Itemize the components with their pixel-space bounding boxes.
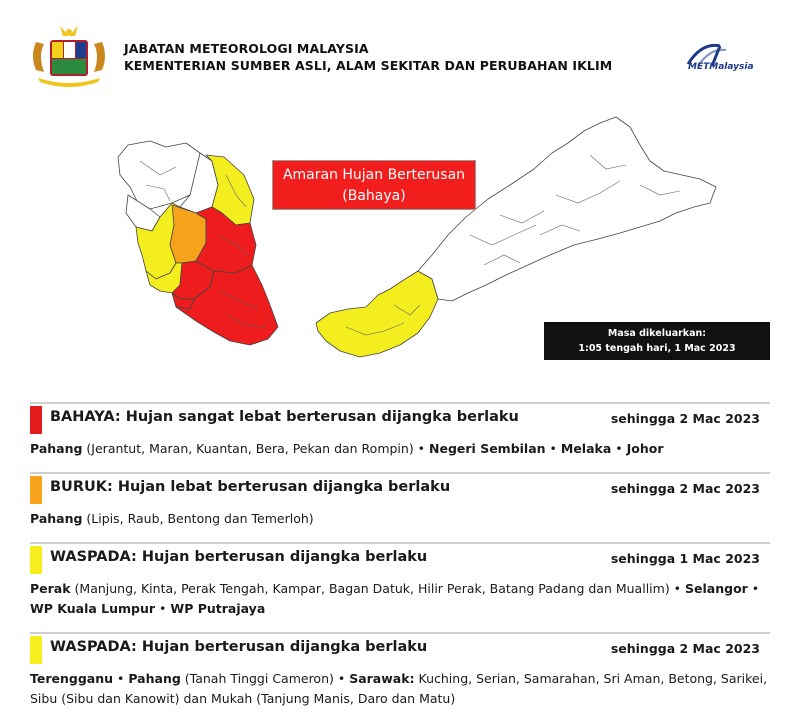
header: [0, 0, 792, 100]
region-name: Pahang: [128, 671, 181, 686]
section-body: [30, 439, 770, 459]
section-body: [30, 509, 770, 529]
section-divider: [30, 402, 770, 404]
malaysia-coat-of-arms-icon: [28, 22, 110, 88]
section-line: [30, 509, 770, 529]
warning-section-waspada-1: [30, 542, 770, 622]
sarawak-west-region: [316, 271, 438, 357]
region-name: Pahang: [30, 441, 83, 456]
section-until: sehingga 2 Mac 2023: [610, 481, 760, 496]
region-detail: •: [113, 671, 129, 686]
region-detail: •: [155, 601, 171, 616]
warning-title-box: [272, 160, 476, 210]
region-name: WP Kuala Lumpur: [30, 601, 156, 616]
section-body: [30, 669, 770, 709]
region-detail: •: [545, 441, 561, 456]
region-name: Sarawak:: [349, 671, 415, 686]
section-heading: BAHAYA: Hujan sangat lebat berterusan dijangka berlaku: [50, 409, 519, 425]
met-malaysia-logo-text: METMalaysia: [688, 62, 754, 72]
warning-title-line1: Amaran Hujan Berterusan: [282, 167, 466, 183]
level-swatch: [30, 476, 42, 504]
agency-name: JABATAN METEOROLOGI MALAYSIA: [124, 41, 369, 56]
section-until: sehingga 2 Mac 2023: [610, 641, 760, 656]
section-heading: BURUK: Hujan lebat berterusan dijangka berlaku: [50, 479, 451, 495]
section-line: [30, 599, 770, 619]
level-swatch: [30, 406, 42, 434]
issued-label: Masa dikeluarkan:: [607, 328, 707, 339]
section-until: sehingga 1 Mac 2023: [610, 551, 760, 566]
region-detail: •: [747, 581, 760, 596]
warning-section-buruk: [30, 472, 770, 532]
region-detail: (Lipis, Raub, Bentong dan Temerloh): [82, 511, 314, 526]
section-heading: WASPADA: Hujan berterusan dijangka berlaku: [50, 549, 428, 565]
issued-time-box: [544, 322, 770, 360]
warning-section-waspada-2: [30, 632, 770, 712]
agency-header: [124, 40, 612, 74]
region-name: Melaka: [560, 441, 612, 456]
level-swatch: [30, 636, 42, 664]
region-name: Perak: [30, 581, 71, 596]
issued-time: 1:05 tengah hari, 1 Mac 2023: [578, 343, 736, 354]
section-line: [30, 579, 770, 599]
region-name: Johor: [626, 441, 664, 456]
section-divider: [30, 632, 770, 634]
section-line: [30, 439, 770, 459]
section-until: sehingga 2 Mac 2023: [610, 411, 760, 426]
region-detail: Kuching, Serian, Samarahan, Sri Aman, Betong, Sarikei,: [414, 671, 768, 686]
region-name: Terengganu: [30, 671, 114, 686]
region-detail: Sibu (Sibu dan Kanowit) dan Mukah (Tanjung Manis, Daro dan Matu): [30, 691, 456, 706]
level-swatch: [30, 546, 42, 574]
region-detail: (Jerantut, Maran, Kuantan, Bera, Pekan dan Rompin) •: [82, 441, 430, 456]
region-detail: (Manjung, Kinta, Perak Tengah, Kampar, Bagan Datuk, Hilir Perak, Batang Padang dan Muallim) •: [70, 581, 686, 596]
ministry-name: KEMENTERIAN SUMBER ASLI, ALAM SEKITAR DAN PERUBAHAN IKLIM: [124, 58, 613, 73]
section-divider: [30, 542, 770, 544]
section-line: [30, 689, 770, 709]
region-name: WP Putrajaya: [170, 601, 266, 616]
region-detail: (Tanah Tinggi Cameron) •: [180, 671, 350, 686]
region-detail: •: [611, 441, 627, 456]
region-name: Selangor: [685, 581, 748, 596]
section-body: [30, 579, 770, 619]
warning-section-bahaya: [30, 402, 770, 464]
warning-title-line2: (Bahaya): [342, 188, 406, 204]
region-name: Negeri Sembilan: [429, 441, 546, 456]
region-name: Pahang: [30, 511, 83, 526]
section-line: [30, 669, 770, 689]
section-heading: WASPADA: Hujan berterusan dijangka berlaku: [50, 639, 428, 655]
met-malaysia-logo-icon: [682, 38, 762, 78]
section-divider: [30, 472, 770, 474]
